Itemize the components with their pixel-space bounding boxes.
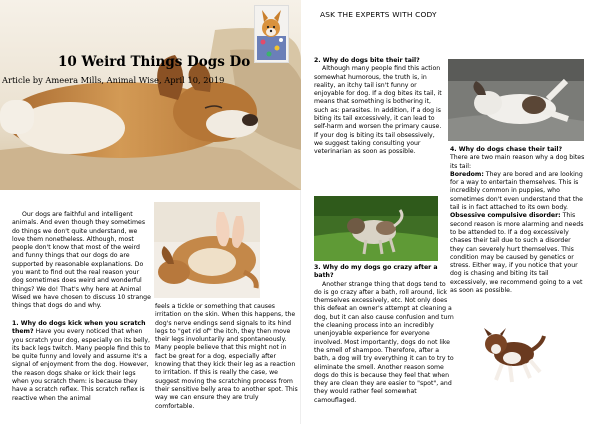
q4-intro: There are two main reason why a dog bites its tail: (450, 154, 585, 170)
q1-continued-paragraph: feels a tickle or something that causes irritation on the skin. When this happens, the dog's nerve endings send signals to its hind legs to "get rid of" the itch, they then move their legs involuntarily and spontaneously. Many people believe that this might not in fact be great for a dog, especially after knowing that they kick their leg as a reaction to irritation. If this is really the case, we suggest moving the scratching process from their sensitive belly area to another spot. This way we can ensure they are truly comfortable. (155, 303, 298, 410)
intro-paragraph: Our dogs are faithful and intelligent animals. And even though they sometimes do things we don't quite understand, we love them nonetheless. Although, most people don't know that most of the weird and funny things that our dogs do are supported by reasonable explanations. Do you want to find out the real reason your dog sometimes does weird and wonderful things? We do! That's why here at Animal Wised we have chosen to discuss 10 strange things that dogs do and why. (12, 211, 151, 310)
q4-boredom: They are bored and are looking for a way to entertain themselves. This is incredibly common in puppies, who sometimes don't even understand that the tail is in fact attached to its own body. (450, 170, 583, 212)
q1-continued (155, 303, 298, 411)
q4-text (450, 146, 586, 295)
q1-heading: 1. Why do dogs kick when you scratch them? (12, 320, 146, 336)
cody-avatar-graphic (255, 6, 288, 62)
article-byline: Article by Ameera Mills, Animal Wise, April 10, 2019 (2, 75, 225, 85)
q4-heading: 4. Why do dogs chase their tail? (450, 146, 563, 153)
tail-biting-photo (314, 196, 438, 261)
q2-heading: 2. Why do dogs bite their tail? (314, 57, 420, 64)
column-header: ASK THE EXPERTS WITH CODY (320, 10, 437, 19)
article-title: 10 Weird Things Dogs Do (58, 54, 251, 70)
cody-avatar (254, 5, 289, 63)
q3-heading: 3. Why do my dogs go crazy after a bath? (314, 264, 438, 280)
belly-scratch-graphic (154, 202, 260, 298)
q1-text (12, 320, 152, 403)
q3-body: Another strange thing that dogs tend to do is go crazy after a bath, roll around, lick themselves excessively, etc. Not only does this defeat an owner's attempt at cleaning a dog, but it can also cause confusion and turn the cleaning process into an incredibly unenjoyable experience for everyone involved. Most importantly, dogs do not like the smell of shampoo. Therefore, after a bath, a dog will try everything it can to try to eliminate the smell. Another reason some dogs do this is because they feel that when they are clean they are easier to "spot", and they would rather feel somewhat camouflaged. (314, 280, 454, 404)
sleeping-dog-graphic (448, 59, 584, 141)
q4-ocd: This second reason is more alarming and needs to be attended to. If a dog excessively chases their tail due to such a disorder they can severely hurt themselves. This condition may be caused by genetics or stress. Either way, if you notice that your dog is chasing and biting its tail excessively, we recommend going to a vet as soon as possible. (450, 212, 584, 295)
q2-body: Although many people find this action somewhat humorous, the truth is, in reality, an itchy tail isn't funny or enjoyable for dog. If a dog bites its tail, it means that something is bothering it, such as: parasites. In addition, if a dog is biting its tail excessively, it can lead to self-harm and worsen the primary cause. If your dog is biting its tail obsessively, we suggest taking consulting your veterinarian as soon as possible. (314, 65, 442, 156)
q4-boredom-label: Boredom: (450, 170, 484, 178)
q1-body: Have you every noticed that when you scratch your dog, especially on its belly, its back legs twitch. Many people find this to be quite funny and lovely and assume it's a signal of enjoyment from the dog. However, the reason dogs shake or kick their legs when you scratch them: is because they have a scratch reflex. This scratch reflex is reactive when the animal (12, 328, 151, 402)
q3-text (314, 264, 454, 405)
q4-ocd-label: Obsessive compulsive disorder: (450, 212, 561, 220)
q2-text (314, 57, 442, 157)
tail-biting-graphic (314, 196, 438, 261)
belly-scratch-photo (154, 202, 260, 298)
puppy-graphic (474, 324, 546, 386)
puppy-photo (474, 324, 546, 386)
sleeping-dog-photo (448, 59, 584, 141)
intro-text (12, 211, 152, 311)
